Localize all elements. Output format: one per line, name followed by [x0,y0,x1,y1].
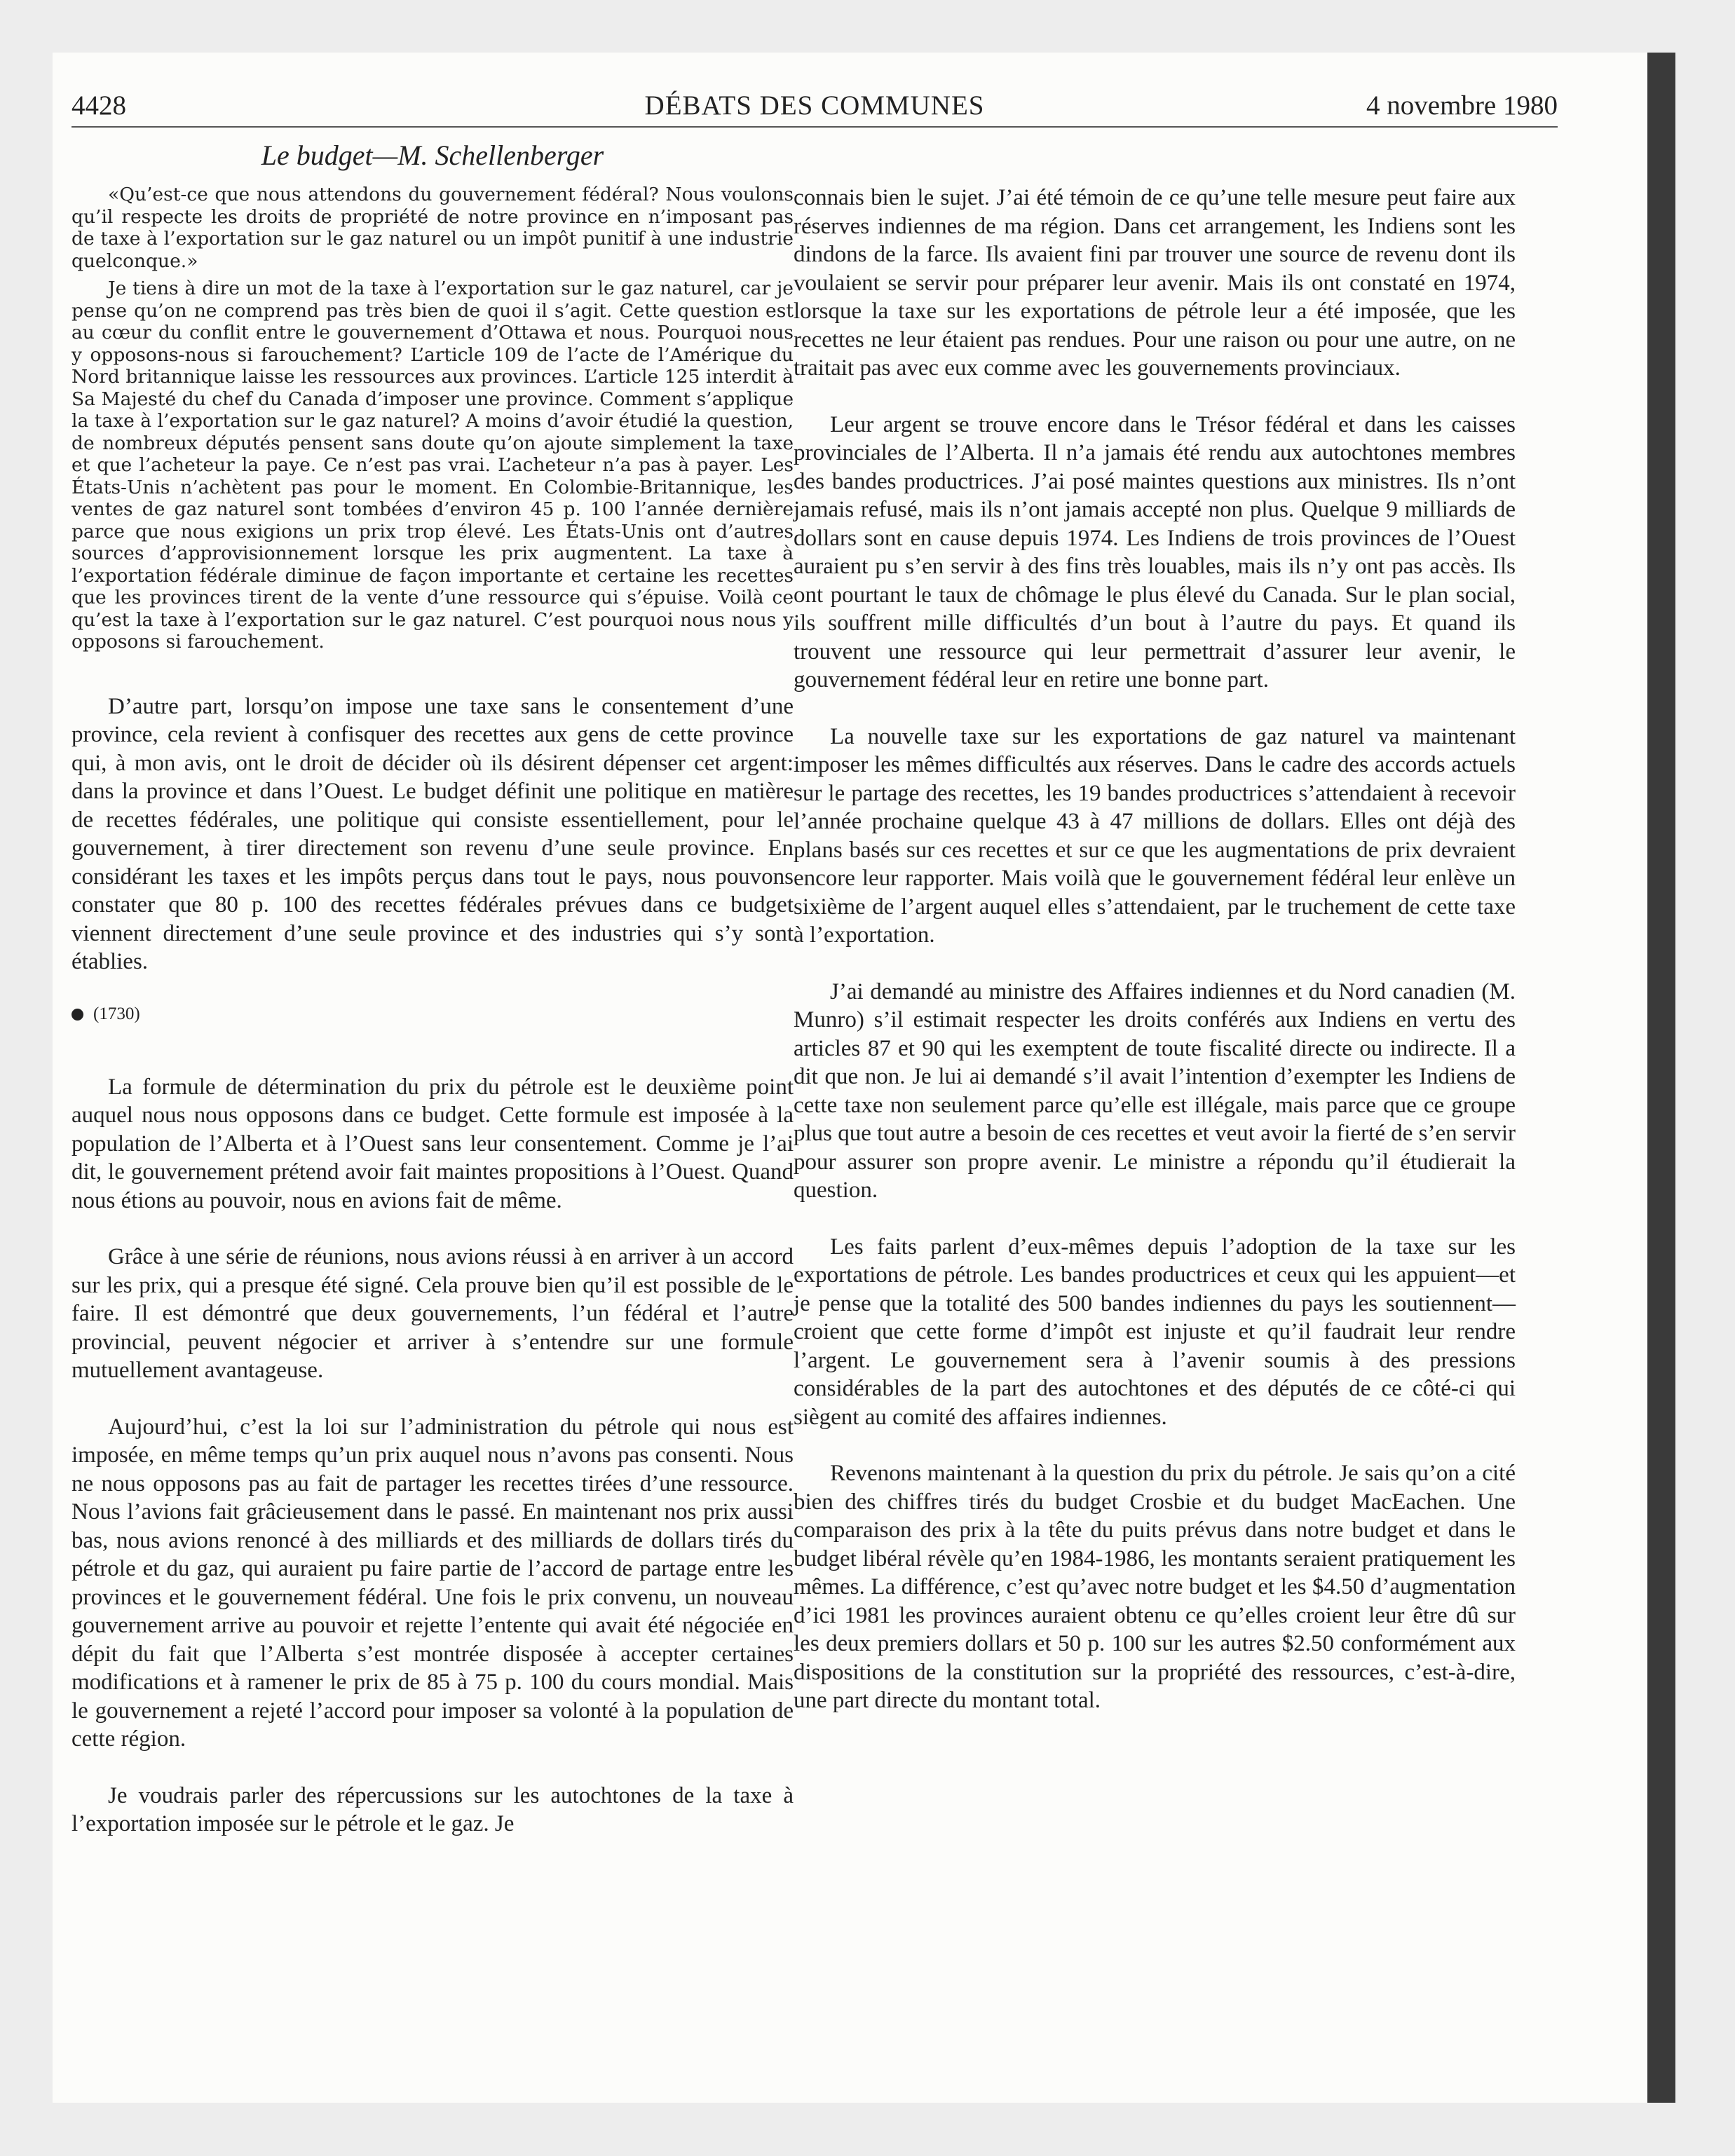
body-paragraph: Leur argent se trouve encore dans le Trésor fédéral et dans les caisses provinciales de l’Alberta. Il n’a jamais été rendu aux autochtones membres des bandes productrices. J’ai posé maintes questions aux ministres. Ils n’ont jamais refusé, mais ils n’ont jamais accepté non plus. Quelque 9 milliards de dollars sont en cause depuis 1974. Les Indiens de trois provinces de l’Ouest auraient pu s’en servir à des fins très louables, mais ils n’y ont pas accès. Ils ont pourtant le taux de chômage le plus élevé du Canada. Sur le plan social, ils souffrent mille difficultés d’un bout à l’autre du pays. Et quand ils trouvent une ressource qui leur permettrait d’assurer leur avenir, le gouvernement fédéral leur en retire une bonne part. [794,411,1516,692]
publication-title: DÉBATS DES COMMUNES [644,90,985,121]
body-paragraph: Je voudrais parler des répercussions sur les autochtones de la taxe à l’exportation imposée sur le pétrole et le gaz. Je [72,1782,794,1836]
time-marker-text: (1730) [93,1004,140,1023]
body-paragraph: La formule de détermination du prix du pétrole est le deuxième point auquel nous nous opposons dans ce budget. Cette formule est imposée à la population de l’Alberta et à l’Ouest sans leur consentement. Comme je l’ai dit, le gouvernement prétend avoir fait maintes propositions à l’Ouest. Quand nous étions au pouvoir, nous en avions fait de même. [72,1074,794,1213]
right-column [794,184,1516,1743]
body-paragraph: Aujourd’hui, c’est la loi sur l’administration du pétrole qui nous est imposée, en même temps qu’un prix auquel nous n’avons pas consenti. Nous ne nous opposons pas au fait de partager les recettes tirées d’une ressource. Nous l’avions fait grâcieusement dans le passé. En maintenant nos prix aussi bas, nous avions renoncé à des milliards et des milliards de dollars tirés du pétrole et du gaz, qui auraient pu faire partie de l’accord de partage entre les provinces et le gouvernement fédéral. Une fois le prix convenu, un nouveau gouvernement arrive au pouvoir et rejette l’entente qui avait été négociée en dépit du fait que l’Alberta s’est montrée disposée à accepter certaines modifications et à ramener le prix de 85 à 75 p. 100 du cours mondial. Mais le gouvernement a rejeté l’accord pour imposer sa volonté à la population de cette région. [72,1414,794,1752]
page-number: 4428 [72,90,126,121]
body-paragraph: D’autre part, lorsqu’on impose une taxe sans le consentement d’une province, cela revient à confisquer des recettes aux gens de cette province qui, à mon avis, ont le droit de décider où ils désirent dépenser cet argent: dans la province et dans l’Ouest. Le budget définit une politique en matière de recettes fédérales, une politique qui consiste essentiellement, pour le gouvernement, à tirer directement son revenu d’une seule province. En considérant les taxes et les impôts perçus dans tout le pays, nous pouvons constater que 80 p. 100 des recettes fédérales prévues dans ce budget viennent directement d’une seule province et des industries qui s’y sont établies. [72,693,794,974]
page-header [72,90,1558,128]
body-paragraph: Grâce à une série de réunions, nous avions réussi à en arriver à un accord sur les prix, qui a presque été signé. Cela prouve bien qu’il est possible de le faire. Il est démontré que deux gouvernements, l’un fédéral et l’autre provincial, peuvent négocier et arriver à s’entendre sur une formule mutuellement avantageuse. [72,1244,794,1383]
time-marker [72,1004,794,1024]
quote-paragraph: Je tiens à dire un mot de la taxe à l’exportation sur le gaz naturel, car je pense qu’on ne comprend pas très bien de quoi il s’agit. Cette question est au cœur du conflit entre le gouvernement d’Ottawa et nous. Pourquoi nous y opposons-nous si farouchement? L’article 109 de l’acte de l’Amérique du Nord britannique laisse les ressources aux provinces. L’article 125 interdit à Sa Majesté du chef du Canada d’imposer une province. Comment s’applique la taxe à l’exportation sur le gaz naturel? A moins d’avoir étudié la question, de nombreux députés pensent sans doute qu’on ajoute simplement la taxe et que l’acheteur la paye. Ce n’est pas vrai. L’acheteur n’a pas à payer. Les États-Unis n’achètent pas pour le moment. En Colombie-Britannique, les ventes de gaz naturel sont tombées d’environ 45 p. 100 l’année dernière parce que nous exigions un prix trop élevé. Les États-Unis ont d’autres sources d’approvisionnement lorsque les prix augmentent. La taxe à l’exportation fédérale diminue de façon importante et certaine les recettes que les provinces tirent de la vente d’une ressource qui s’épuise. Voilà ce qu’est la taxe à l’exportation sur le gaz naturel. C’est pourquoi nous nous y opposons si farouchement. [72,278,794,653]
body-paragraph: J’ai demandé au ministre des Affaires indiennes et du Nord canadien (M. Munro) s’il estimait respecter les droits conférés aux Indiens en vertu des articles 87 et 90 qui les exemptent de toute fiscalité directe ou indirecte. Il a dit que non. Je lui ai demandé s’il avait l’intention d’exempter les Indiens de cette taxe non seulement parce qu’elle est illégale, mais parce que ce groupe plus que tout autre a besoin de ces recettes et veut avoir la fierté de s’en servir pour assurer son propre avenir. Le ministre a répondu qu’il étudierait la question. [794,978,1516,1203]
body-paragraph: La nouvelle taxe sur les exportations de gaz naturel va maintenant imposer les mêmes difficultés aux réserves. Dans le cadre des accords actuels sur le partage des recettes, les 19 bandes productrices s’attendaient à recevoir l’année prochaine quelque 43 à 47 millions de dollars. Elles ont déjà des plans basés sur ces recettes et sur ce que les augmentations de prix devraient encore leur rapporter. Mais voilà que le gouvernement fédéral leur enlève un sixième de l’argent auquel elles s’attendaient, par le truchement de cette taxe à l’exportation. [794,723,1516,948]
body-paragraph: connais bien le sujet. J’ai été témoin de ce qu’une telle mesure peut faire aux réserves indiennes de ma région. Dans cet arrangement, les Indiens sont les dindons de la farce. Ils avaient fini par trouver une source de revenu dont ils voulaient se servir pour préparer leur avenir. Mais ils ont constaté en 1974, lorsque la taxe sur les exportations de pétrole leur a été imposée, que les recettes ne leur étaient pas rendues. Pour une raison ou pour une autre, on ne traitait pas avec eux comme avec les gouvernements provinciaux. [794,185,1516,381]
left-column [72,184,794,1867]
body-paragraph: Les faits parlent d’eux-mêmes depuis l’adoption de la taxe sur les exportations de pétrole. Les bandes productrices et ceux qui les appuient—et je pense que la totalité des 500 bandes indiennes du pays les soutiennent—croient que cette forme d’impôt est injuste et qu’il faudrait leur rendre l’argent. Le gouvernement sera à l’avenir soumis à des pressions considérables de la part des autochtones et des députés de ce côté-ci qui siègent au comité des affaires indiennes. [794,1234,1516,1430]
page-edge-bar [1647,53,1675,2103]
quoted-passage [72,184,794,653]
quote-paragraph: «Qu’est-ce que nous attendons du gouvernement fédéral? Nous voulons qu’il respecte les droits de propriété de notre province en n’imposant pas de taxe à l’exportation sur le gaz naturel ou un impôt punitif à une industrie quelconque.» [72,184,794,272]
section-subheading: Le budget—M. Schellenberger [261,139,604,171]
publication-date: 4 novembre 1980 [1366,90,1558,121]
bullet-icon [72,1009,83,1021]
body-paragraph: Revenons maintenant à la question du prix du pétrole. Je sais qu’on a cité bien des chiffres tirés du budget Crosbie et du budget MacEachen. Une comparaison des prix à la tête du puits prévus dans notre budget et dans le budget libéral révèle qu’en 1984-1986, les montants seraient pratiquement les mêmes. La différence, c’est qu’avec notre budget et les $4.50 d’augmentation d’ici 1981 les provinces auraient obtenu ce qu’elles croient leur être dû sur les deux premiers dollars et 50 p. 100 sur les autres $2.50 conformément aux dispositions de la constitution sur la propriété des ressources, c’est-à-dire, une part directe du montant total. [794,1461,1516,1713]
